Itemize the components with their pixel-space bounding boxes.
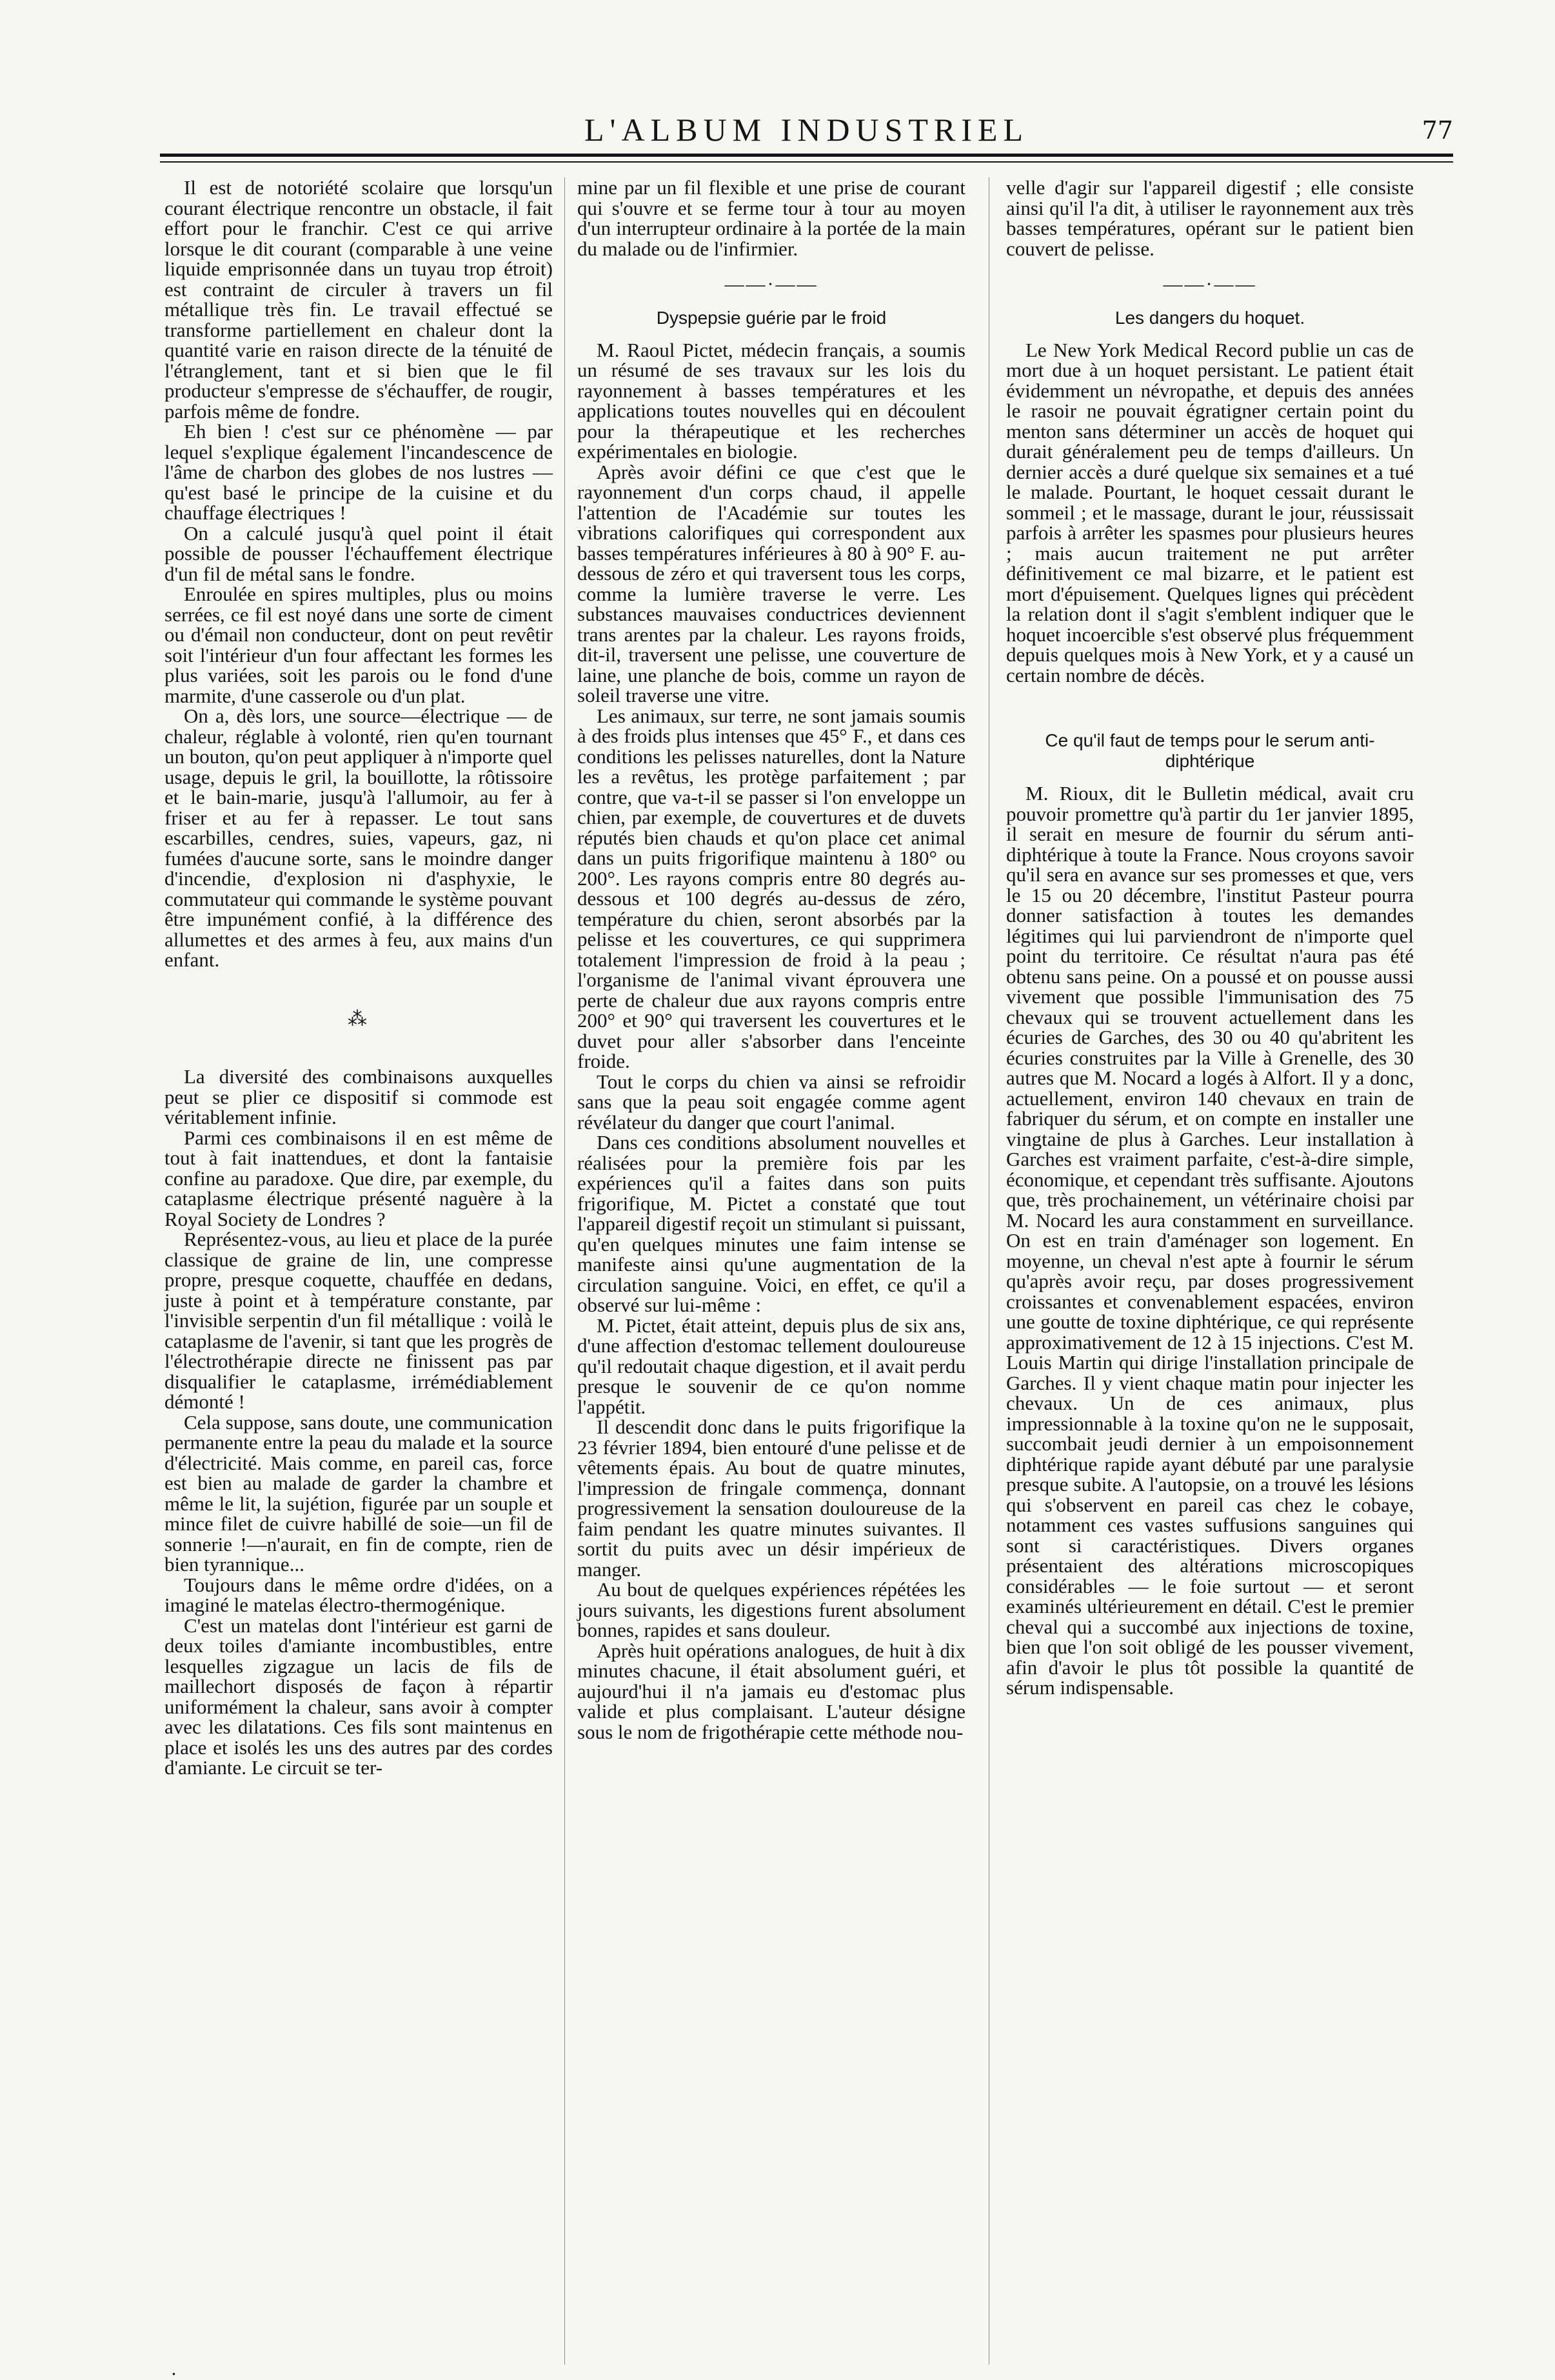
- section-separator: ——·——: [724, 274, 818, 295]
- article-heading: Les dangers du hoquet.: [1114, 307, 1305, 328]
- paragraph: M. Raoul Pictet, médecin français, a soumis un résumé de ses travaux sur les lois du rayonnement à basses températures et les applications toutes nouvelles qui en découlent pour la thérapeutique et les recherches expérimentales en biologie.: [577, 338, 966, 463]
- paragraph: On a, dès lors, une source—électrique — de chaleur, réglable à volonté, rien qu'en tournant un bouton, qu'on peut appliquer à n'importe quel usage, depuis le gril, la bouillotte, la rôtissoire et le bain-marie, jusqu'à l'allumoir, au fer à friser et au fer à repasser. Le tout sans escarbilles, cendres, suies, vapeurs, gaz, ni fumées d'aucune sorte, sans le moindre danger d'incendie, d'explosion ni d'asphyxie, le commutateur qui commande le système pouvant être impunément confié, à la différence des allumettes et des armes à feu, aux mains d'un enfant.: [164, 705, 553, 971]
- paragraph: Le New York Medical Record publie un cas de mort due à un hoquet persistant. Le patient était évidemment un névropathe, et depuis des années le rasoir ne pouvait égratigner certain point du menton sans déterminer un accès de hoquet qui durait généralement peu de temps d'ailleurs. Un dernier accès a duré quelque six semaines et a tué le malade. Pourtant, le hoquet cessait durant le sommeil ; et le massage, durant le jour, réussissait parfois à arrêter les spasmes pour plusieurs heures ; mais aucun traitement ne put arrêter définitivement ce mal bizarre, et le patient est mort d'épuisement. Quelques lignes qui précèdent la relation dont il s'agit s'emblent indiquer que le hoquet incoercible s'est observé plus fréquemment depuis quelques mois à New York, et y a causé un certain nombre de décès.: [1006, 338, 1414, 686]
- paragraph: Toujours dans le même ordre d'idées, on a imaginé le matelas électro-thermogénique.: [164, 1573, 553, 1616]
- paragraph: M. Pictet, était atteint, depuis plus de six ans, d'une affection d'estomac tellement douloureuse qu'il redoutait chaque digestion, et il avait perdu presque le souvenir de ce qu'on nomme l'appétit.: [577, 1314, 966, 1418]
- paragraph: Les animaux, sur terre, ne sont jamais soumis à des froids plus intenses que 45° F., et dans ces conditions les pelisses naturelles, dont la Nature les a revêtus, les protège parfaitement ; par contre, que va-t-il se passer si l'on enveloppe un chien, par exemple, de couvertures et de duvets réputés bien chauds et qu'on place cet animal dans un puits frigorifique maintenu à 180° ou 200°. Les rayons compris entre 80 degrés au-dessous et 100 degrés au-dessus de zéro, température du chien, seront absorbés par la pelisse et les couvertures, ce qui supprimera totalement l'impression de froid à la peau ; l'organisme de l'animal vivant éprouvera une perte de chaleur due aux rayons compris entre 200° et 90° qui traversent les couvertures et le duvet pour aller s'absorber dans l'enceinte froide.: [577, 704, 966, 1072]
- paragraph: Enroulée en spires multiples, plus ou moins serrées, ce fil est noyé dans une sorte de ciment ou d'émail non conducteur, dont on peut revêtir soit l'intérieur d'un four affectant les formes les plus variées, soit les parois ou le fond d'une marmite, d'une casserole ou d'un plat.: [164, 583, 553, 707]
- paragraph: On a calculé jusqu'à quel point il était possible de pousser l'échauffement électrique d'un fil de métal sans le fondre.: [164, 521, 553, 585]
- paragraph: Cela suppose, sans doute, une communication permanente entre la peau du malade et la source d'électricité. Mais comme, en pareil cas, force est bien au malade de garder la chambre et même le lit, la sujétion, figurée par un souple et mince filet de cuivre habillé de soie—un fil de sonnerie !—n'aurait, en fin de compte, rien de bien tyrannique...: [164, 1410, 553, 1575]
- paragraph: La diversité des combinaisons auxquelles peut se plier ce dispositif si commode est véritablement infinie.: [164, 1065, 553, 1128]
- page-header: [160, 111, 1453, 156]
- paragraph: Au bout de quelques expériences répétées les jours suivants, les digestions furent absolument bonnes, rapides et sans douleur.: [577, 1578, 966, 1641]
- column-3: [1006, 177, 1414, 1698]
- paragraph: velle d'agir sur l'appareil digestif ; elle consiste ainsi qu'il l'a dit, à utiliser le rayonnement aux très basses températures, opérant sur le patient bien couvert de pelisse.: [1006, 176, 1414, 260]
- stray-mark: .: [171, 2358, 177, 2379]
- paragraph: Eh bien ! c'est sur ce phénomène — par lequel s'explique également l'incandescence de l'âme de charbon des globes de nos lustres — qu'est basé le principe de la cuisine et du chauffage électriques !: [164, 420, 553, 524]
- section-separator: ——·——: [1163, 274, 1257, 295]
- running-title: L'ALBUM INDUSTRIEL: [584, 112, 1029, 148]
- article-heading: Ce qu'il faut de temps pour le serum anti-diphtérique: [1045, 730, 1375, 771]
- paragraph: Dans ces conditions absolument nouvelles et réalisées pour la première fois par les expériences qu'il a faites dans son puits frigorifique, M. Pictet a constaté que tout l'appareil digestif reçoit un stimulant si puissant, qu'en quelques minutes une faim intense se manifeste ainsi qu'une augmentation de la circulation sanguine. Voici, en effet, ce qu'il a observé sur lui-même :: [577, 1131, 966, 1316]
- header-rule-thin: [160, 161, 1453, 163]
- paragraph: Parmi ces combinaisons il en est même de tout à fait inattendues, et dont la fantaisie confine au paradoxe. Que dire, par exemple, du cataplasme électrique présenté naguère à la Royal Society de Londres ?: [164, 1126, 553, 1230]
- paragraph: Après huit opérations analogues, de huit à dix minutes chacune, il était absolument guéri, et aujourd'hui il n'a jamais eu d'estomac plus valide et plus complaisant. L'auteur désigne sous le nom de frigothérapie cette méthode nou-: [577, 1639, 966, 1743]
- column-1: [164, 177, 553, 1778]
- paragraph: Après avoir défini ce que c'est que le rayonnement d'un corps chaud, il appelle l'attention de l'Académie sur toutes les vibrations calorifiques qui correspondent aux basses températures inférieures à 80 à 90° F. au-dessous de zéro et qui traversent tous les corps, comme la lumière traverse le verre. Les substances mauvaises conductrices deviennent trans arentes par la chaleur. Les rayons froids, dit-il, traversent une pelisse, une couverture de laine, une planche de bois, comme un rayon de soleil traverse une vitre.: [577, 460, 966, 706]
- asterism-ornament: ⁂: [348, 1008, 370, 1030]
- paragraph: Il est de notoriété scolaire que lorsqu'un courant électrique rencontre un obstacle, il fait effort pour le franchir. C'est ce qui arrive lorsque le dit courant (comparable à une veine liquide emprisonnée dans un tuyau trop étroit) est contraint de circuler à travers un fil métallique très fin. Le travail effectué se transforme partiellement en chaleur dont la quantité varie en raison directe de la ténuité de l'étranglement, tant et si bien que le fil producteur s'empresse de s'échauffer, de rougir, parfois même de fondre.: [164, 176, 553, 423]
- paragraph: Il descendit donc dans le puits frigorifique la 23 février 1894, bien entouré d'une pelisse et de vêtements épais. Au bout de quatre minutes, l'impression de fringale commença, donnant progressivement la sensation douloureuse de la faim pendant les quatre minutes suivantes. Il sortit du puits avec un désir impérieux de manger.: [577, 1415, 966, 1581]
- paragraph: Tout le corps du chien va ainsi se refroidir sans que la peau soit engagée comme agent révélateur du danger que court l'animal.: [577, 1070, 966, 1134]
- column-divider: [564, 177, 565, 2365]
- page-number: 77: [1421, 116, 1453, 145]
- header-rule-thick: [160, 154, 1453, 157]
- paragraph: C'est un matelas dont l'intérieur est garni de deux toiles d'amiante incombustibles, entre lesquelles zigzague un lacis de fils de maillechort disposés de façon à répartir uniformément la chaleur, sans avoir à compter avec les dilatations. Ces fils sont maintenus en place et isolés les uns des autres par des cordes d'amiante. Le circuit se ter-: [164, 1614, 553, 1779]
- paragraph: Représentez-vous, au lieu et place de la purée classique de graine de lin, une compresse propre, presque coquette, chauffée en dedans, juste à point et à température constante, par l'invisible serpentin d'un fil métallique : voilà le cataplasme de l'avenir, si tant que les progrès de l'électrothérapie directe ne finissent pas par disqualifier le cataplasme, irrémédiablement démonté !: [164, 1228, 553, 1413]
- column-2: [577, 177, 966, 1742]
- paragraph: M. Rioux, dit le Bulletin médical, avait cru pouvoir promettre qu'à partir du 1er janvier 1895, il serait en mesure de fournir du sérum anti-diphtérique à toute la France. Nous croyons savoir qu'il sera en avance sur ses promesses et que, vers le 15 ou 20 décembre, l'institut Pasteur pourra donner satisfaction à toutes les demandes légitimes qui lui parviendront de n'importe quel point du territoire. Ce résultat n'aura pas été obtenu sans peine. On a poussé et on pousse aussi vivement que possible l'immunisation des 75 chevaux qui se trouvent actuellement dans les écuries de Garches, des 30 ou 40 qu'abritent les écuries construites par la Ville à Grenelle, des 30 autres que M. Nocard a logés à Alfort. Il y a donc, actuellement, environ 140 chevaux en train de fabriquer du sérum, et on compte en installer une vingtaine de plus à Garches. Leur installation à Garches est vraiment parfaite, c'est-à-dire simple, économique, et cependant très suffisante. Ajoutons que, très prochainement, un vétérinaire choisi par M. Nocard les aura constamment en surveillance. On est en train d'aménager son logement. En moyenne, un cheval n'est apte à fournir le sérum qu'après avoir reçu, par doses progressivement croissantes et convenablement espacées, environ une goutte de toxine diphtérique, ce qui représente approximativement de 12 à 15 injections. C'est M. Louis Martin qui dirige l'installation principale de Garches. Il y vient chaque matin pour injecter les chevaux. Un de ces animaux, plus impressionnable à la toxine qu'on ne le supposait, succombait jeudi dernier à un empoisonnement diphtérique rapide ayant débuté par une paralysie presque subite. A l'autopsie, on a trouvé les lésions qui s'observent en pareil cas chez le cobaye, notamment ces vastes suffusions sanguines qui sont si caractéristiques. Divers organes présentaient des altérations microscopiques considérables — le foie surtout — et seront examinés ultérieurement en détail. C'est le premier cheval qui a succombé aux injections de toxine, bien que l'on soit obligé de les pousser vivement, afin d'avoir le plus tôt possible la quantité de sérum indispensable.: [1006, 782, 1414, 1699]
- article-heading: Dyspepsie guérie par le froid: [656, 307, 887, 328]
- paragraph: mine par un fil flexible et une prise de courant qui s'ouvre et se ferme tour à tour au moyen d'un interrupteur ordinaire à la portée de la main du malade ou de l'infirmier.: [577, 176, 966, 260]
